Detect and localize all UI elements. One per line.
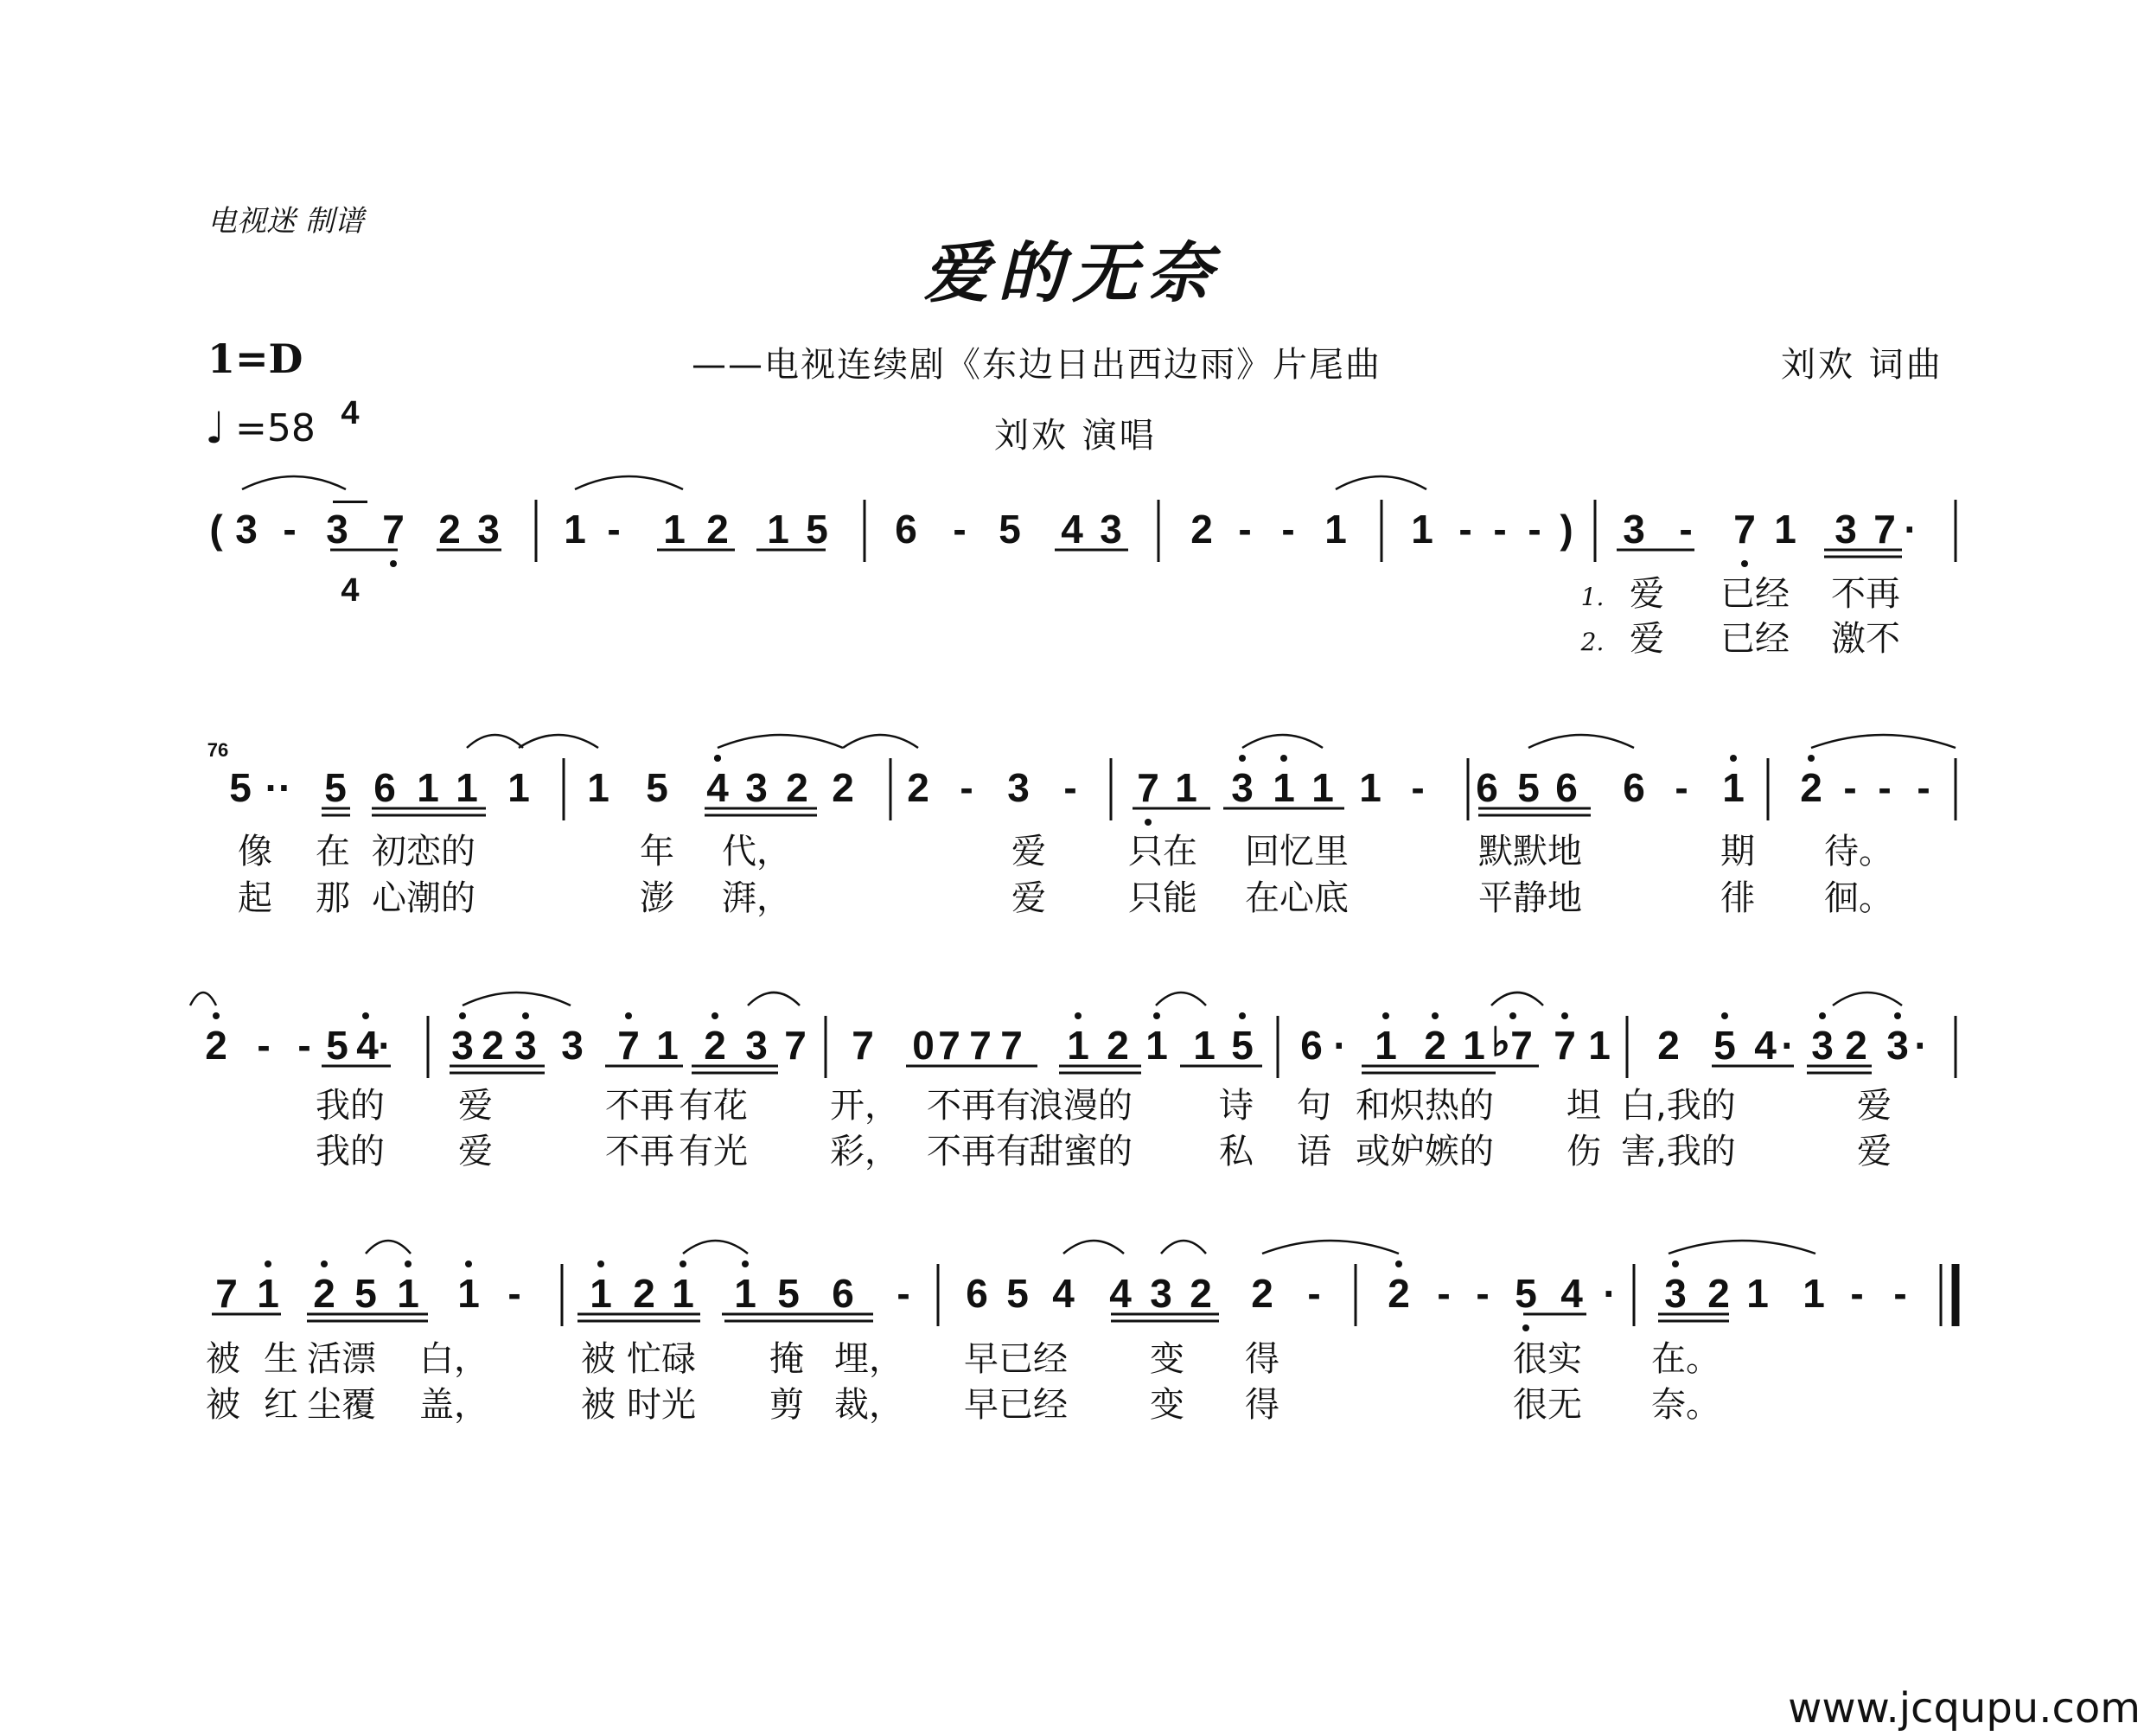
lyric-word: 生: [264, 1339, 298, 1379]
verse-number-2: 2.: [1580, 628, 1605, 656]
octave-dot: [1522, 1324, 1529, 1331]
note: 3: [1100, 507, 1122, 552]
note: 1: [734, 1271, 756, 1316]
octave-dot: [321, 1261, 328, 1267]
note: 1: [1722, 765, 1745, 810]
note: 1: [1774, 507, 1796, 552]
note: 2: [1190, 1271, 1212, 1316]
lyric-word: 起: [238, 878, 272, 918]
note: 4: [706, 765, 729, 810]
dash: -: [1458, 507, 1472, 552]
lyric-word: 彩，: [830, 1132, 899, 1171]
slur: [366, 1241, 411, 1254]
note: 4: [1109, 1271, 1132, 1316]
dot: ··: [265, 765, 292, 810]
note: 7: [1873, 507, 1896, 552]
verse-number-1: 1.: [1580, 583, 1605, 611]
dash: -: [1917, 765, 1930, 810]
note: 5: [1517, 765, 1540, 810]
dash: -: [1893, 1271, 1907, 1316]
singer-credit: 刘欢 演唱: [994, 416, 1157, 456]
note: 5: [999, 507, 1021, 552]
note: 5: [646, 765, 668, 810]
dot: ·: [1904, 507, 1917, 552]
dash: -: [1307, 1271, 1321, 1316]
note: 1: [590, 1271, 612, 1316]
lyric-word: 爱: [1630, 574, 1664, 614]
octave-dot: [465, 1261, 472, 1267]
octave-dot: [742, 1261, 749, 1267]
note: 2: [313, 1271, 335, 1316]
note: 6: [1555, 765, 1578, 810]
note: 1: [767, 507, 789, 552]
dot: ·: [1781, 1023, 1795, 1068]
dash: -: [1281, 507, 1295, 552]
note: 2: [205, 1023, 227, 1068]
lyric-word: 爱: [1630, 619, 1664, 659]
octave-dot: [1894, 1012, 1901, 1019]
dash: -: [960, 765, 973, 810]
lyric-word: 盖，: [419, 1385, 488, 1425]
note: 4: [1061, 507, 1083, 552]
lyric-word: 心潮的: [372, 878, 475, 918]
note: 1: [1359, 765, 1381, 810]
note: 1: [507, 765, 530, 810]
dot: ·: [378, 1023, 392, 1068]
lyric-word: 不再: [605, 1086, 674, 1126]
octave-dot: [1730, 755, 1737, 762]
note: 2: [907, 765, 929, 810]
lyric-word: 活漂: [307, 1339, 376, 1379]
lyric-word: 红: [264, 1385, 298, 1425]
note: 1: [1375, 1023, 1397, 1068]
dash: -: [1850, 1271, 1864, 1316]
dot: ·: [1914, 1023, 1928, 1068]
dash: -: [1476, 1271, 1490, 1316]
dash: -: [1437, 1271, 1451, 1316]
lyric-word: 徘: [1720, 878, 1755, 918]
dash: -: [897, 1271, 910, 1316]
song-title: 爱的无奈: [923, 234, 1221, 311]
note: 5: [1006, 1271, 1029, 1316]
octave-dot: [362, 1012, 369, 1019]
note: 7: [1554, 1023, 1576, 1068]
lyric-word: 得: [1245, 1385, 1279, 1425]
note: 2: [1707, 1271, 1730, 1316]
note: 1: [587, 765, 609, 810]
note: 6: [1623, 765, 1645, 810]
lyric-word: 裁，: [834, 1385, 903, 1425]
dash: -: [1238, 507, 1252, 552]
note: 2: [786, 765, 808, 810]
slur: [519, 735, 598, 748]
note: 3: [477, 507, 500, 552]
note: 4: [1560, 1271, 1583, 1316]
lyric-word: 或妒嫉的: [1356, 1132, 1494, 1171]
lyric-word: 被: [206, 1385, 240, 1425]
lyric-word: 开，: [830, 1086, 899, 1126]
lyric-word: 爱: [458, 1086, 493, 1126]
slur: [1491, 992, 1543, 1005]
dot: ·: [1603, 1271, 1617, 1316]
slur: [1669, 1241, 1815, 1254]
octave-dot: [1075, 1012, 1082, 1019]
note: 7: [215, 1271, 238, 1316]
lyric-word: 诗: [1219, 1086, 1254, 1126]
lyric-word: 很无: [1513, 1385, 1582, 1425]
note: 2: [706, 507, 729, 552]
slur: [683, 1241, 748, 1254]
lyric-word: 变: [1150, 1385, 1184, 1425]
lyric-word: 初恋的: [372, 832, 475, 871]
note: 5: [1713, 1023, 1736, 1068]
dash: -: [1493, 507, 1507, 552]
lyric-word: 爱: [1857, 1086, 1892, 1126]
lyric-word: 被: [581, 1385, 616, 1425]
lyric-word: 期: [1720, 832, 1755, 871]
note: 6: [966, 1271, 988, 1316]
lyric-word: 早已经: [964, 1385, 1068, 1425]
lyric-word: 有光: [679, 1132, 748, 1171]
octave-dot: [1153, 1012, 1160, 1019]
lyric-word: 爱: [458, 1132, 493, 1171]
dash: -: [1878, 765, 1892, 810]
octave-dot: [1239, 755, 1246, 762]
slur: [467, 735, 523, 748]
lyric-word: 坦: [1567, 1086, 1601, 1126]
dash: -: [953, 507, 967, 552]
quarter-note-icon: ♩: [205, 403, 226, 453]
note: 7: [938, 1023, 960, 1068]
lyric-word: 在: [316, 832, 350, 871]
note: 7: [1137, 765, 1159, 810]
note: 2: [482, 1023, 504, 1068]
octave-dot: [1395, 1261, 1402, 1267]
lyric-word: 澎: [640, 878, 674, 918]
octave-dot: [459, 1012, 466, 1019]
note: 3: [451, 1023, 474, 1068]
note: 3: [745, 1023, 768, 1068]
key-signature: 1=D: [207, 335, 303, 382]
composer-credit: 刘欢 词曲: [1781, 345, 1943, 385]
slur: [242, 476, 346, 489]
lyric-word: 浪漫的: [1029, 1086, 1133, 1126]
note: 6: [373, 765, 396, 810]
note: 5: [1231, 1023, 1254, 1068]
slur: [1262, 1241, 1399, 1254]
lyric-word: 语: [1297, 1132, 1331, 1171]
note: 2: [438, 507, 461, 552]
lyric-word: 白，: [419, 1339, 488, 1379]
slur: [1242, 735, 1323, 748]
note: 1: [1588, 1023, 1611, 1068]
lyric-word: 被: [581, 1339, 616, 1379]
note: 3: [1231, 765, 1254, 810]
lyric-word: 年: [640, 832, 674, 871]
note: 1: [1145, 1023, 1168, 1068]
note: 2: [1657, 1023, 1680, 1068]
paren: ): [1560, 507, 1573, 552]
lyric-word: 爱: [1011, 832, 1046, 871]
slur: [190, 992, 216, 1005]
lyric-word: 有花: [679, 1086, 748, 1126]
lyric-word: 激不: [1831, 619, 1900, 659]
note: 6: [832, 1271, 854, 1316]
lyric-word: 忙碌: [627, 1339, 696, 1379]
note: 3: [1835, 507, 1857, 552]
lyric-word: 被: [206, 1339, 240, 1379]
note: 5: [1515, 1271, 1537, 1316]
note: 4: [356, 1023, 379, 1068]
time-signature-bottom: 4: [341, 572, 360, 609]
octave-dot: [1145, 819, 1152, 826]
slur: [1833, 992, 1902, 1005]
lyric-word: 已经: [1720, 619, 1790, 659]
lyric-word: 回忆里: [1245, 832, 1349, 871]
note: 5: [229, 765, 252, 810]
lyric-word: 那: [316, 878, 350, 918]
lyric-word: 代，: [722, 832, 791, 871]
lyric-word: 很实: [1513, 1339, 1582, 1379]
octave-dot: [265, 1261, 271, 1267]
slur: [575, 476, 683, 489]
lyric-word: 私: [1219, 1132, 1254, 1171]
note: 5: [806, 507, 828, 552]
note: 3: [1623, 507, 1645, 552]
note: 2: [1800, 765, 1822, 810]
lyric-word: 和炽热的: [1356, 1086, 1494, 1126]
note: 7: [969, 1023, 992, 1068]
lyric-word: 爱: [1011, 878, 1046, 918]
octave-dot: [597, 1261, 604, 1267]
note: 2: [1845, 1023, 1867, 1068]
paren: (: [209, 507, 223, 552]
note: 5: [777, 1271, 800, 1316]
lyric-word: 不再有: [927, 1132, 1031, 1171]
note: 1: [656, 1023, 679, 1068]
lyric-word: 掩: [769, 1339, 804, 1379]
octave-dot: [1280, 755, 1287, 762]
note: 5: [326, 1023, 348, 1068]
lyric-word: 只能: [1128, 878, 1197, 918]
lyric-word: 变: [1150, 1339, 1184, 1379]
dot: ·: [1333, 1023, 1347, 1068]
octave-dot: [1819, 1012, 1826, 1019]
lyric-word: 徊。: [1824, 878, 1893, 918]
lyric-word: 埋，: [834, 1339, 903, 1379]
lyric-word: 已经: [1720, 574, 1790, 614]
lyric-word: 不再: [605, 1132, 674, 1171]
slur: [718, 735, 843, 748]
note: 1: [1463, 1023, 1485, 1068]
lyric-word: 待。: [1824, 832, 1893, 871]
dash: -: [1675, 765, 1688, 810]
octave-dot: [1741, 560, 1748, 567]
lyric-word: 句: [1297, 1086, 1331, 1126]
slur: [843, 735, 918, 748]
note: 1: [1175, 765, 1197, 810]
dash: -: [1411, 765, 1425, 810]
note: 1: [417, 765, 439, 810]
dash: -: [507, 1271, 521, 1316]
note: 1: [564, 507, 586, 552]
note: 3: [326, 507, 348, 552]
octave-dot: [1432, 1012, 1439, 1019]
octave-dot: [390, 560, 397, 567]
lyric-word: 白,我的: [1621, 1086, 1736, 1126]
lyric-word: 不再: [1831, 574, 1900, 614]
note: 6: [895, 507, 917, 552]
lyric-word: 爱: [1857, 1132, 1892, 1171]
note: 5: [354, 1271, 377, 1316]
note: 7: [617, 1023, 640, 1068]
note: 1: [456, 765, 478, 810]
octave-dot: [1721, 1012, 1728, 1019]
note: 1: [1273, 765, 1295, 810]
note: 2: [1107, 1023, 1129, 1068]
note: 3: [1664, 1271, 1687, 1316]
slur: [1528, 735, 1634, 748]
lyric-word: 我的: [316, 1132, 385, 1171]
note: 1: [1193, 1023, 1216, 1068]
note: 7: [852, 1023, 874, 1068]
note: 7: [784, 1023, 807, 1068]
note: 2: [1190, 507, 1213, 552]
note: 7: [382, 507, 405, 552]
octave-dot: [1561, 1012, 1568, 1019]
lyric-word: 尘覆: [307, 1385, 376, 1425]
slur: [1161, 1241, 1206, 1254]
time-signature-top: 4: [341, 395, 360, 431]
grace-note: 76: [207, 739, 229, 761]
note: 3: [1150, 1271, 1172, 1316]
lyric-word: 时光: [627, 1385, 696, 1425]
note: 3: [561, 1023, 584, 1068]
lyric-word: 默默地: [1478, 832, 1582, 871]
slur: [1063, 1241, 1124, 1254]
note: 3: [745, 765, 768, 810]
note: 2: [1388, 1271, 1410, 1316]
note: 2: [1424, 1023, 1446, 1068]
octave-dot: [405, 1261, 412, 1267]
note: 7: [1510, 1023, 1533, 1068]
slur: [748, 992, 800, 1005]
flat-sign: ♭: [1491, 1019, 1510, 1064]
note: 6: [1476, 765, 1498, 810]
octave-dot: [522, 1012, 529, 1019]
lyric-word: 在心底: [1245, 878, 1349, 918]
octave-dot: [1808, 755, 1815, 762]
lyric-word: 湃，: [722, 878, 791, 918]
lyric-word: 害,我的: [1621, 1132, 1736, 1171]
note: 1: [672, 1271, 694, 1316]
note: 1: [1067, 1023, 1089, 1068]
note: 1: [1324, 507, 1347, 552]
note: 4: [1052, 1271, 1075, 1316]
lyric-word: 剪: [769, 1385, 804, 1425]
lyric-word: 我的: [316, 1086, 385, 1126]
dash: -: [283, 507, 297, 552]
note: 7: [1000, 1023, 1023, 1068]
note: 3: [1007, 765, 1030, 810]
dash: -: [1843, 765, 1857, 810]
octave-dot: [1239, 1012, 1246, 1019]
octave-dot: [625, 1012, 632, 1019]
note: 2: [832, 765, 854, 810]
lyric-word: 伤: [1567, 1132, 1601, 1171]
octave-dot: [1509, 1012, 1516, 1019]
note: 1: [1311, 765, 1334, 810]
note: 1: [663, 507, 686, 552]
note: 2: [704, 1023, 726, 1068]
note: 1: [1803, 1271, 1825, 1316]
note: 1: [1411, 507, 1433, 552]
site-watermark: www.jcqupu.com: [1788, 1684, 2141, 1733]
lyric-word: 得: [1245, 1339, 1279, 1379]
lyric-word: 早已经: [964, 1339, 1068, 1379]
note: 1: [257, 1271, 279, 1316]
octave-dot: [714, 755, 721, 762]
note: 6: [1300, 1023, 1323, 1068]
octave-dot: [711, 1012, 718, 1019]
dash: -: [1679, 507, 1693, 552]
lyric-word: 只在: [1128, 832, 1197, 871]
dash: -: [1063, 765, 1077, 810]
lyric-word: 在。: [1651, 1339, 1720, 1379]
lyric-word: 不再有: [927, 1086, 1031, 1126]
octave-dot: [213, 1012, 220, 1019]
note: 1: [397, 1271, 419, 1316]
note: 0: [912, 1023, 935, 1068]
slur: [1336, 476, 1426, 489]
lyric-word: 平静地: [1478, 878, 1582, 918]
octave-dot: [1382, 1012, 1389, 1019]
dash: -: [257, 1023, 271, 1068]
note: 2: [1251, 1271, 1273, 1316]
dash: -: [607, 507, 621, 552]
slur: [1156, 992, 1206, 1005]
note: 2: [633, 1271, 655, 1316]
note: 1: [1746, 1271, 1769, 1316]
song-subtitle: ——电视连续剧《东边日出西边雨》片尾曲: [692, 345, 1381, 385]
slur: [463, 992, 571, 1005]
arranger-credit: 电视迷 制谱: [207, 204, 364, 239]
note: 1: [457, 1271, 480, 1316]
octave-dot: [680, 1261, 686, 1267]
note: 3: [1886, 1023, 1909, 1068]
lyric-word: 甜蜜的: [1029, 1132, 1133, 1171]
lyric-word: 像: [238, 832, 272, 871]
tempo-marking: =58: [235, 406, 316, 450]
note: 3: [514, 1023, 537, 1068]
note: 3: [235, 507, 258, 552]
note: 7: [1733, 507, 1756, 552]
note: 4: [1754, 1023, 1777, 1068]
slur: [1811, 735, 1956, 748]
octave-dot: [1672, 1261, 1679, 1267]
note: 3: [1811, 1023, 1834, 1068]
dash: -: [1528, 507, 1541, 552]
lyric-word: 奈。: [1651, 1385, 1720, 1425]
note: 5: [324, 765, 347, 810]
dash: -: [297, 1023, 311, 1068]
